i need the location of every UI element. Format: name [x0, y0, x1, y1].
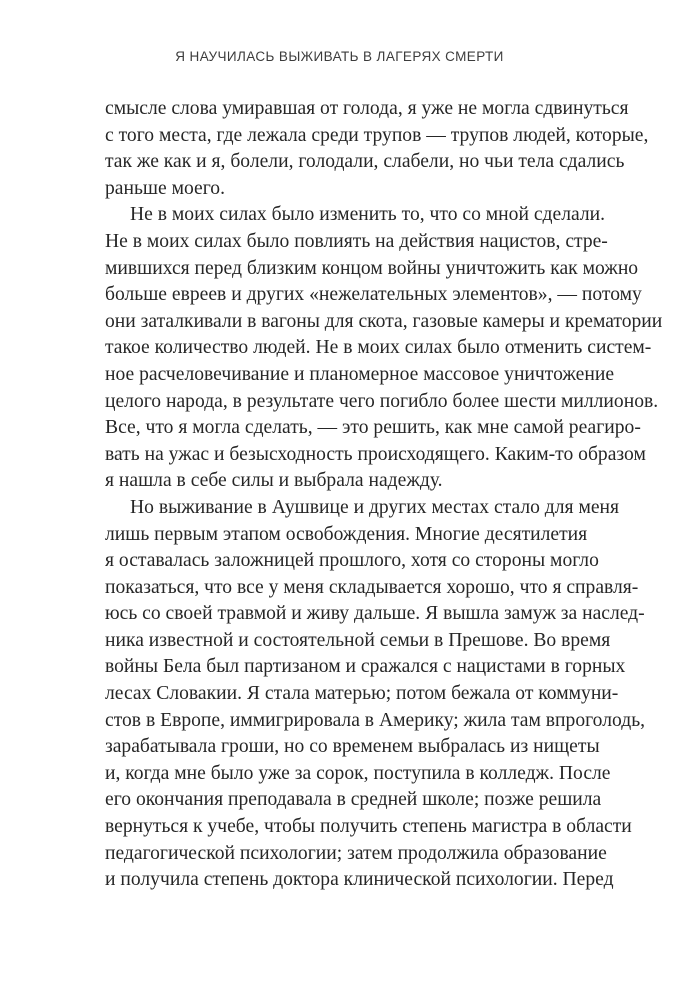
running-head: Я НАУЧИЛАСЬ ВЫЖИВАТЬ В ЛАГЕРЯХ СМЕРТИ: [175, 49, 504, 64]
text-line: они заталкивали в вагоны для скота, газовые камеры и крематории: [105, 310, 663, 332]
text-line: зарабатывала гроши, но со временем выбралась из нищеты: [105, 736, 600, 758]
text-line: лишь первым этапом освобождения. Многие десятилетия: [105, 523, 588, 545]
text-line: больше евреев и других «нежелательных элементов», — потому: [105, 284, 642, 306]
text-line: Не в моих силах было повлиять на действия нацистов, стре-: [105, 230, 608, 252]
text-line: мившихся перед близким концом войны уничтожить как можно: [105, 257, 639, 279]
text-line: Не в моих силах было изменить то, что со мной сделали.: [130, 204, 606, 226]
text-line: юсь со своей травмой и живу дальше. Я вышла замуж за наслед-: [105, 603, 645, 625]
text-line: такое количество людей. Не в моих силах было отменить систем-: [105, 337, 652, 359]
text-line: войны Бела был партизаном и сражался с нацистами в горных: [105, 656, 626, 678]
text-line: вернуться к учебе, чтобы получить степень магистра в области: [105, 816, 632, 838]
text-line: ника известной и состоятельной семьи в Прешове. Во время: [105, 629, 611, 651]
text-line: Все, что я могла сделать, — это решить, как мне самой реагиро-: [105, 417, 641, 439]
text-line: я оставалась заложницей прошлого, хотя со стороны могло: [105, 550, 599, 572]
text-line: с того места, где лежала среди трупов — трупов людей, которые,: [105, 124, 649, 146]
text-line: Но выживание в Аушвице и других местах стало для меня: [130, 496, 620, 518]
text-line: вать на ужас и безысходность происходящего. Каким-то образом: [105, 443, 646, 465]
text-line: стов в Европе, иммигрировала в Америку; жила там впроголодь,: [105, 709, 646, 731]
text-line: раньше моего.: [105, 177, 225, 199]
text-line: его окончания преподавала в средней школе; позже решила: [105, 789, 602, 811]
text-line: педагогической психологии; затем продолжила образование: [105, 842, 607, 864]
text-line: я нашла в себе силы и выбрала надежду.: [105, 470, 443, 492]
text-line: ное расчеловечивание и планомерное массовое уничтожение: [105, 363, 615, 385]
body-text: [105, 96, 663, 894]
text-line: целого народа, в результате чего погибло более шести миллионов.: [105, 390, 659, 412]
text-line: и получила степень доктора клинической психологии. Перед: [105, 869, 614, 891]
text-line: и, когда мне было уже за сорок, поступила в колледж. После: [105, 762, 611, 784]
text-line: показаться, что все у меня складывается хорошо, что я справля-: [105, 576, 639, 598]
text-line: так же как и я, болели, голодали, слабели, но чьи тела сдались: [105, 151, 625, 173]
text-line: смысле слова умиравшая от голода, я уже не могла сдвинуться: [105, 98, 629, 119]
text-line: лесах Словакии. Я стала матерью; потом бежала от коммуни-: [105, 683, 619, 705]
